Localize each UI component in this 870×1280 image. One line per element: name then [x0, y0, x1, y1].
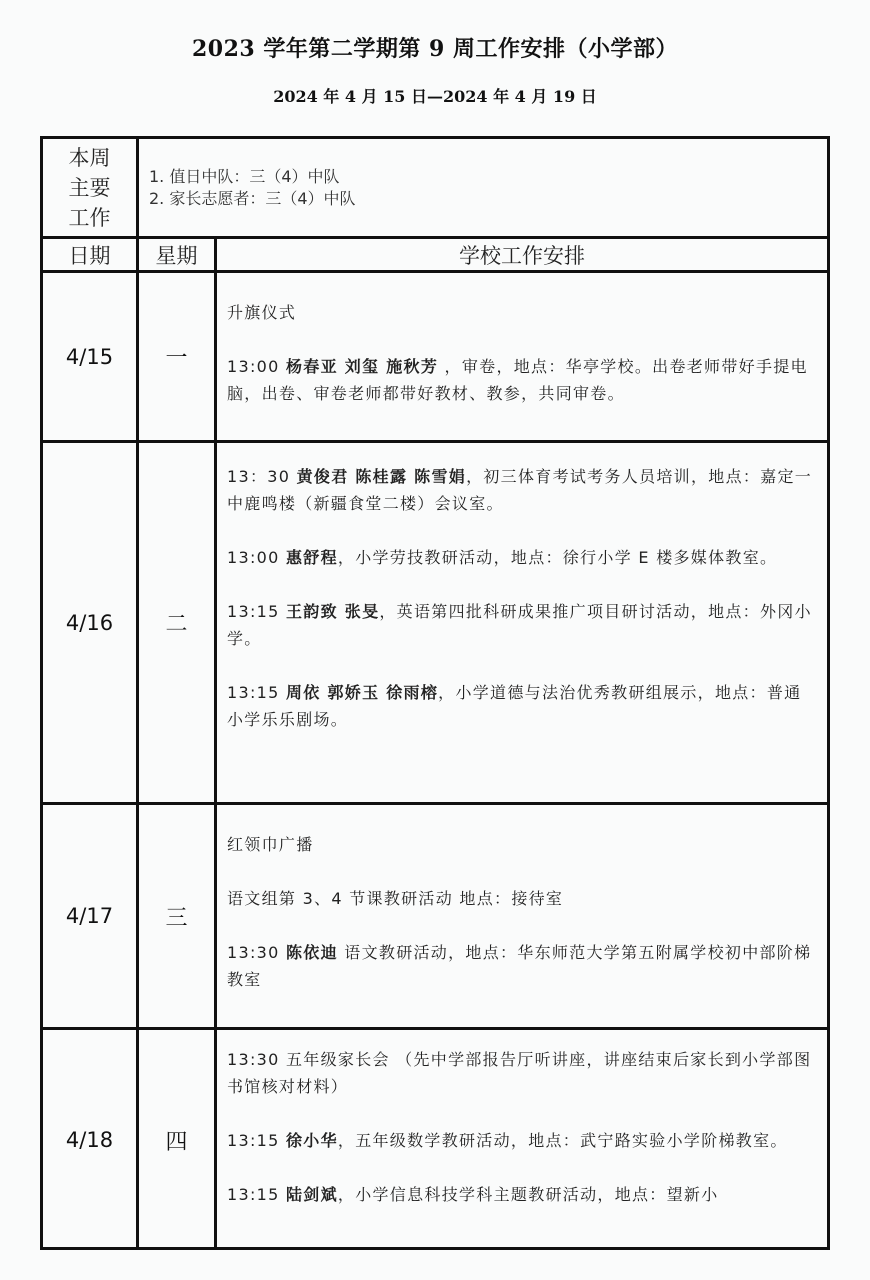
entry [227, 885, 817, 912]
date-cell: 4/18 [65, 1128, 114, 1152]
entry-text: 升旗仪式 [227, 303, 297, 322]
entry-text: ，五年级数学教研活动，地点：武宁路实验小学阶梯教室。 [337, 1131, 788, 1150]
entry-text: ，初三体育考试考务人员培训，地点：嘉定一中鹿鸣楼（新疆食堂二楼）会议室。 [227, 467, 813, 513]
weekday-cell: 一 [165, 346, 188, 371]
weekly-item: 2. 家长志愿者：三（4）中队 [149, 188, 356, 208]
entry-text: 语文组第 3、4 节课教研活动 地点：接待室 [227, 889, 564, 908]
entry [227, 299, 817, 326]
weekday-cell: 三 [165, 905, 188, 931]
entry-time: 13:15 [227, 683, 286, 702]
label-line: 本周 [68, 145, 111, 170]
entry-names: 陈依迪 [286, 943, 338, 962]
entry-names: 惠舒程 [286, 548, 338, 567]
entry-names: 杨春亚 刘玺 施秋芳 [286, 357, 439, 376]
entry-text: ，小学劳技教研活动，地点：徐行小学 E 楼多媒体教室。 [337, 548, 778, 567]
arrangement-cell [217, 273, 827, 440]
entry [227, 679, 817, 733]
entry [227, 463, 817, 517]
entry [227, 544, 817, 571]
date-cell: 4/17 [65, 904, 114, 928]
entry [227, 831, 817, 858]
entry-text: ，英语第四批科研成果推广项目研讨活动，地点：外冈小学。 [227, 602, 812, 648]
entry-time: 13:30 [227, 943, 286, 962]
entry [227, 1127, 817, 1154]
entry-time: 13:15 [227, 1131, 286, 1150]
column-header-weekday: 星期 [155, 243, 198, 268]
entry-names: 周依 郭娇玉 徐雨榕 [286, 683, 439, 702]
arrangement-cell [217, 1030, 827, 1247]
weekly-main-work-items [139, 139, 827, 236]
column-header-arrangement: 学校工作安排 [459, 243, 585, 268]
entry-time: 13:15 [227, 1185, 286, 1204]
entry-time: 13：30 [227, 467, 297, 486]
date-cell: 4/16 [65, 610, 114, 635]
entry-text: ，小学道德与法治优秀教研组展示，地点：普通小学乐乐剧场。 [227, 683, 802, 729]
entry [227, 598, 817, 652]
entry-time: 13:30 [227, 1050, 286, 1069]
label-line: 主要 [68, 175, 111, 200]
date-cell: 4/15 [65, 344, 114, 369]
entry-time: 13:00 [227, 357, 286, 376]
date-range: 2024 年 4 月 15 日—2024 年 4 月 19 日 [273, 87, 597, 106]
entry-text: 红领巾广播 [227, 835, 314, 854]
schedule-table [40, 136, 830, 1250]
weekly-main-work-label [43, 139, 136, 236]
label-line: 工作 [68, 205, 111, 230]
entry-names: 王韵致 张旻 [286, 602, 380, 621]
weekday-cell: 二 [165, 612, 188, 637]
arrangement-cell [217, 443, 827, 802]
entry-names: 黄俊君 陈桂露 陈雪娟 [296, 467, 467, 486]
entry-text: ，审卷，地点：华亭学校。出卷老师带好手提电脑，出卷、审卷老师都带好教材、教参，共同审卷。 [227, 357, 808, 403]
entry-time: 13:15 [227, 602, 286, 621]
column-header-date: 日期 [68, 243, 111, 268]
entry-names: 徐小华 [286, 1131, 338, 1150]
entry [227, 1046, 817, 1100]
entry [227, 939, 817, 993]
weekly-item: 1. 值日中队：三（4）中队 [149, 166, 340, 186]
entry-time: 13:00 [227, 548, 286, 567]
entry-names: 陆剑斌 [286, 1185, 338, 1204]
weekday-cell: 四 [165, 1129, 188, 1155]
entry-text: ，小学信息科技学科主题教研活动，地点：望新小 [337, 1185, 719, 1204]
entry-text: 五年级家长会 （先中学部报告厅听讲座，讲座结束后家长到小学部图书馆核对材料） [227, 1050, 812, 1096]
page-title: 2023 学年第二学期第 9 周工作安排（小学部） [191, 36, 679, 62]
entry [227, 353, 817, 407]
entry [227, 1181, 817, 1208]
entry-text: 语文教研活动，地点：华东师范大学第五附属学校初中部阶梯教室 [227, 943, 812, 989]
arrangement-cell [217, 805, 827, 1027]
